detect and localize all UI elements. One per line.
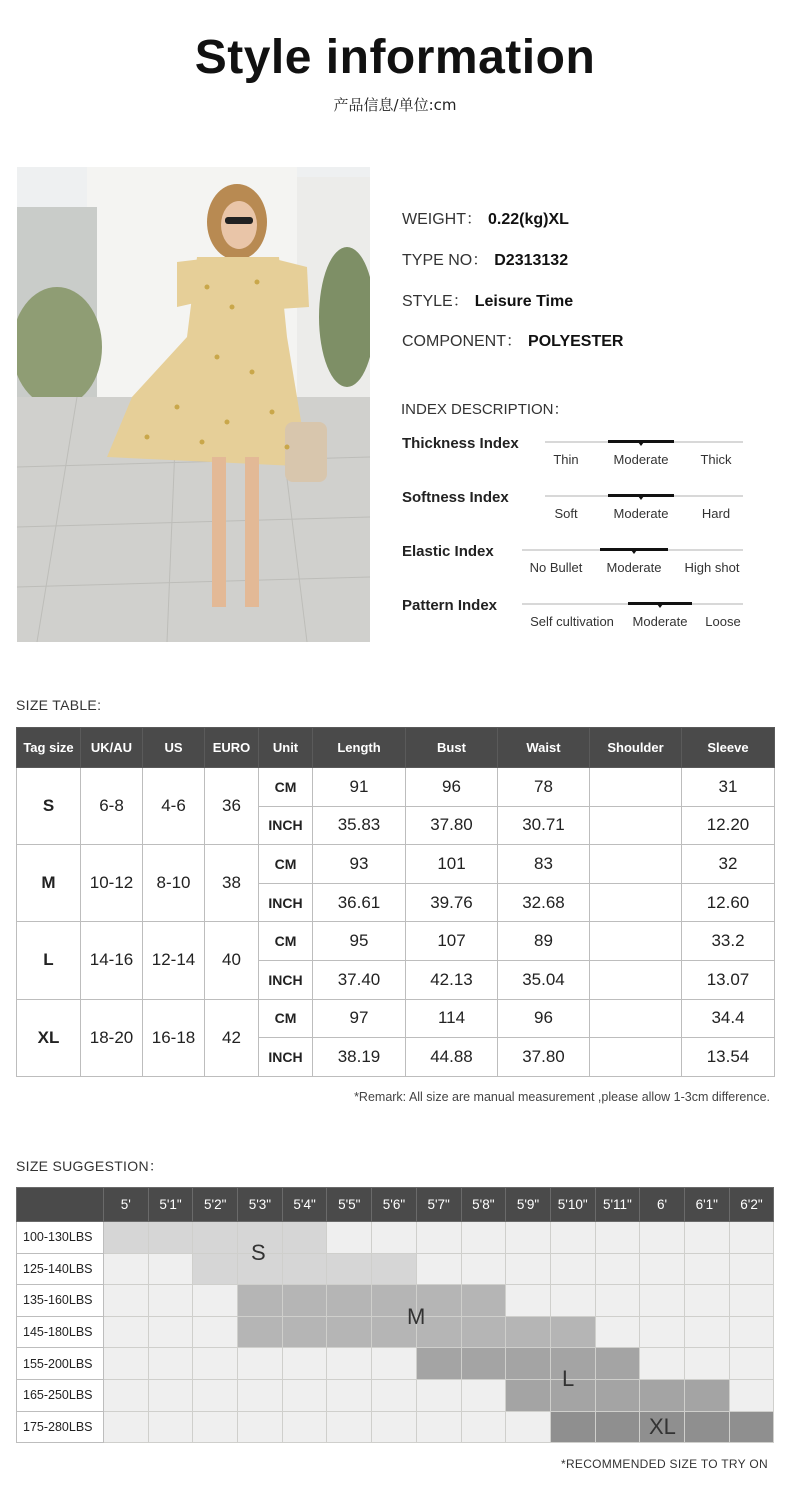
- measure-cell: [590, 806, 682, 845]
- measure-cell: 107: [406, 922, 498, 961]
- measure-cell: 35.04: [498, 960, 590, 999]
- measure-cell: 91: [313, 768, 406, 807]
- grid-cell: [327, 1348, 372, 1380]
- measure-cell: [590, 883, 682, 922]
- height-header: 6'1": [684, 1188, 729, 1222]
- grid-cell: [193, 1379, 238, 1411]
- page-title: Style information: [194, 31, 596, 84]
- grid-cell: [148, 1222, 193, 1254]
- grid-cell: [104, 1285, 149, 1317]
- height-header: 6'2": [729, 1188, 774, 1222]
- grid-cell: [461, 1348, 506, 1380]
- grid-cell: [282, 1316, 327, 1348]
- unit-cell: CM: [259, 845, 313, 884]
- grid-cell: [282, 1379, 327, 1411]
- grid-cell: [238, 1379, 283, 1411]
- table-row: [17, 1253, 774, 1285]
- grid-corner: [17, 1188, 104, 1222]
- measure-cell: [590, 922, 682, 961]
- table-row: [17, 845, 775, 884]
- grid-cell: [372, 1253, 417, 1285]
- size-table-header: Tag size: [17, 728, 81, 768]
- index-option: Soft: [554, 506, 578, 521]
- weight-label: 100-130LBS: [17, 1222, 104, 1254]
- size-uk-cell: 6-8: [81, 768, 143, 845]
- grid-cell: [684, 1285, 729, 1317]
- grid-cell: [238, 1316, 283, 1348]
- size-suggestion-grid: [16, 1187, 774, 1443]
- measure-cell: [590, 960, 682, 999]
- grid-cell: [729, 1348, 774, 1380]
- recommended-note: *RECOMMENDED SIZE TO TRY ON: [560, 1457, 768, 1471]
- size-remark: *Remark: All size are manual measurement ,please allow 1-3cm difference.: [354, 1090, 770, 1104]
- grid-cell: [416, 1379, 461, 1411]
- size-euro-cell: 36: [205, 768, 259, 845]
- grid-cell: [104, 1253, 149, 1285]
- grid-cell: [729, 1253, 774, 1285]
- index-option: Self cultivation: [530, 614, 614, 629]
- grid-cell: [282, 1285, 327, 1317]
- measure-cell: 30.71: [498, 806, 590, 845]
- size-table-header: Waist: [498, 728, 590, 768]
- unit-cell: INCH: [259, 883, 313, 922]
- info-line: [402, 247, 568, 270]
- table-row: [17, 922, 775, 961]
- grid-cell: [372, 1411, 417, 1443]
- grid-cell: [193, 1316, 238, 1348]
- index-option: Thin: [553, 452, 579, 467]
- measure-cell: 42.13: [406, 960, 498, 999]
- grid-cell: [506, 1316, 551, 1348]
- grid-cell: [550, 1253, 595, 1285]
- info-value: D2313132: [494, 252, 569, 269]
- index-description-title: INDEX DESCRIPTION：: [401, 401, 569, 418]
- height-header: 5'4": [282, 1188, 327, 1222]
- grid-cell: [282, 1222, 327, 1254]
- index-option: Moderate: [613, 452, 669, 467]
- grid-cell: [595, 1253, 640, 1285]
- measure-cell: 13.54: [682, 1038, 775, 1077]
- unit-cell: INCH: [259, 806, 313, 845]
- index-option: High shot: [684, 560, 740, 575]
- table-row: [17, 1285, 774, 1317]
- grid-cell: [238, 1348, 283, 1380]
- grid-cell: [148, 1411, 193, 1443]
- size-table-heading: SIZE TABLE:: [16, 697, 102, 713]
- grid-cell: [148, 1348, 193, 1380]
- size-uk-cell: 10-12: [81, 845, 143, 922]
- table-row: [17, 768, 775, 807]
- grid-cell: [684, 1316, 729, 1348]
- grid-cell: [282, 1411, 327, 1443]
- measure-cell: 39.76: [406, 883, 498, 922]
- index-option: Thick: [700, 452, 732, 467]
- suggested-size-label: XL: [649, 1414, 676, 1439]
- grid-cell: [684, 1222, 729, 1254]
- page-subtitle: 产品信息/单位:cm: [333, 96, 457, 114]
- size-table-header: UK/AU: [81, 728, 143, 768]
- grid-cell: [550, 1285, 595, 1317]
- size-uk-cell: 18-20: [81, 999, 143, 1076]
- size-suggestion-heading: SIZE SUGGESTION：: [16, 1158, 164, 1174]
- grid-cell: [327, 1253, 372, 1285]
- grid-cell: [148, 1253, 193, 1285]
- grid-cell: [104, 1316, 149, 1348]
- size-euro-cell: 42: [205, 999, 259, 1076]
- size-table-header: Length: [313, 728, 406, 768]
- index-option: Moderate: [632, 614, 688, 629]
- measure-cell: 32: [682, 845, 775, 884]
- grid-cell: [238, 1285, 283, 1317]
- table-row: [17, 999, 775, 1038]
- size-us-cell: 16-18: [143, 999, 205, 1076]
- grid-cell: [416, 1222, 461, 1254]
- index-label: Elastic Index: [402, 543, 494, 560]
- grid-cell: [327, 1222, 372, 1254]
- grid-cell: [729, 1285, 774, 1317]
- grid-cell: [729, 1222, 774, 1254]
- grid-cell: [640, 1348, 685, 1380]
- grid-cell: [282, 1253, 327, 1285]
- grid-cell: [684, 1348, 729, 1380]
- weight-label: 165-250LBS: [17, 1379, 104, 1411]
- index-selected-marker: [628, 602, 692, 605]
- index-label: Softness Index: [402, 489, 509, 506]
- grid-cell: [148, 1316, 193, 1348]
- grid-cell: [461, 1253, 506, 1285]
- height-header: 5'6": [372, 1188, 417, 1222]
- table-row: [17, 1379, 774, 1411]
- measure-cell: 38.19: [313, 1038, 406, 1077]
- index-label: Pattern Index: [402, 597, 498, 614]
- height-header: 5'11": [595, 1188, 640, 1222]
- measure-cell: [590, 1038, 682, 1077]
- measure-cell: [590, 999, 682, 1038]
- grid-cell: [729, 1411, 774, 1443]
- grid-cell: [550, 1316, 595, 1348]
- measure-cell: 36.61: [313, 883, 406, 922]
- grid-cell: [372, 1222, 417, 1254]
- measure-cell: 114: [406, 999, 498, 1038]
- measure-cell: 12.20: [682, 806, 775, 845]
- suggested-size-label: S: [251, 1240, 266, 1265]
- measure-cell: 33.2: [682, 922, 775, 961]
- grid-cell: [640, 1285, 685, 1317]
- size-tag-cell: S: [17, 768, 81, 845]
- measure-cell: 89: [498, 922, 590, 961]
- grid-cell: [461, 1316, 506, 1348]
- grid-cell: [461, 1411, 506, 1443]
- size-table-header: Unit: [259, 728, 313, 768]
- info-line: [402, 206, 569, 229]
- grid-cell: [506, 1253, 551, 1285]
- grid-cell: [506, 1348, 551, 1380]
- suggested-size-label: L: [562, 1366, 575, 1391]
- size-tag-cell: M: [17, 845, 81, 922]
- grid-cell: [372, 1379, 417, 1411]
- size-us-cell: 8-10: [143, 845, 205, 922]
- measure-cell: 13.07: [682, 960, 775, 999]
- model-photo-illustration: [17, 167, 370, 642]
- unit-cell: CM: [259, 999, 313, 1038]
- info-label: COMPONENT：: [402, 333, 523, 350]
- measure-cell: 97: [313, 999, 406, 1038]
- weight-label: 175-280LBS: [17, 1411, 104, 1443]
- index-option: Hard: [701, 506, 731, 521]
- grid-cell: [684, 1253, 729, 1285]
- measure-cell: 44.88: [406, 1038, 498, 1077]
- grid-cell: [729, 1379, 774, 1411]
- weight-label: 125-140LBS: [17, 1253, 104, 1285]
- grid-cell: [684, 1379, 729, 1411]
- grid-cell: [148, 1379, 193, 1411]
- info-value: POLYESTER: [528, 333, 624, 350]
- grid-cell: [193, 1253, 238, 1285]
- measure-cell: 95: [313, 922, 406, 961]
- height-header: 5': [104, 1188, 149, 1222]
- measure-cell: 35.83: [313, 806, 406, 845]
- grid-cell: [104, 1222, 149, 1254]
- grid-cell: [327, 1285, 372, 1317]
- height-header: 6': [640, 1188, 685, 1222]
- unit-cell: INCH: [259, 1038, 313, 1077]
- grid-cell: [193, 1411, 238, 1443]
- measure-cell: 32.68: [498, 883, 590, 922]
- grid-cell: [640, 1222, 685, 1254]
- info-value: 0.22(kg)XL: [488, 211, 569, 228]
- height-header: 5'2": [193, 1188, 238, 1222]
- grid-cell: [372, 1348, 417, 1380]
- grid-cell: [506, 1411, 551, 1443]
- grid-cell: [595, 1285, 640, 1317]
- unit-cell: CM: [259, 922, 313, 961]
- info-line: [402, 328, 623, 351]
- grid-cell: [729, 1316, 774, 1348]
- height-header: 5'10": [550, 1188, 595, 1222]
- measure-cell: 96: [498, 999, 590, 1038]
- measure-cell: 34.4: [682, 999, 775, 1038]
- height-header: 5'8": [461, 1188, 506, 1222]
- size-euro-cell: 40: [205, 922, 259, 999]
- table-row: [17, 1222, 774, 1254]
- grid-cell: [595, 1316, 640, 1348]
- grid-cell: [282, 1348, 327, 1380]
- grid-cell: [640, 1253, 685, 1285]
- grid-cell: [327, 1411, 372, 1443]
- grid-cell: [104, 1411, 149, 1443]
- measure-cell: 37.80: [498, 1038, 590, 1077]
- index-option: No Bullet: [529, 560, 583, 575]
- grid-cell: [506, 1379, 551, 1411]
- measure-cell: 83: [498, 845, 590, 884]
- grid-cell: [640, 1316, 685, 1348]
- grid-cell: [148, 1285, 193, 1317]
- height-header: 5'9": [506, 1188, 551, 1222]
- measure-cell: 101: [406, 845, 498, 884]
- measure-cell: 12.60: [682, 883, 775, 922]
- measure-cell: 78: [498, 768, 590, 807]
- grid-cell: [684, 1411, 729, 1443]
- index-option: Moderate: [606, 560, 662, 575]
- grid-cell: [640, 1379, 685, 1411]
- height-header: 5'1": [148, 1188, 193, 1222]
- grid-cell: [595, 1411, 640, 1443]
- product-photo: [17, 167, 370, 642]
- size-uk-cell: 14-16: [81, 922, 143, 999]
- size-tag-cell: L: [17, 922, 81, 999]
- size-table: [16, 727, 775, 1077]
- grid-cell: [327, 1379, 372, 1411]
- grid-cell: [416, 1253, 461, 1285]
- measure-cell: [590, 845, 682, 884]
- info-label: TYPE NO：: [402, 252, 489, 269]
- size-tag-cell: XL: [17, 999, 81, 1076]
- suggested-size-label: M: [407, 1304, 426, 1329]
- grid-cell: [416, 1411, 461, 1443]
- index-selected-marker: [608, 494, 674, 497]
- grid-cell: [193, 1222, 238, 1254]
- measure-cell: 31: [682, 768, 775, 807]
- index-selected-marker: [600, 548, 668, 551]
- measure-cell: 37.80: [406, 806, 498, 845]
- index-label: Thickness Index: [402, 435, 519, 452]
- info-label: STYLE：: [402, 293, 469, 310]
- size-table-header: Sleeve: [682, 728, 775, 768]
- grid-cell: [416, 1348, 461, 1380]
- index-option: Loose: [705, 614, 741, 629]
- grid-cell: [461, 1285, 506, 1317]
- weight-label: 135-160LBS: [17, 1285, 104, 1317]
- unit-cell: INCH: [259, 960, 313, 999]
- info-value: Leisure Time: [474, 293, 574, 310]
- height-header: 5'7": [416, 1188, 461, 1222]
- grid-cell: [327, 1316, 372, 1348]
- info-line: [402, 288, 573, 311]
- size-euro-cell: 38: [205, 845, 259, 922]
- size-us-cell: 4-6: [143, 768, 205, 845]
- size-us-cell: 12-14: [143, 922, 205, 999]
- grid-cell: [193, 1348, 238, 1380]
- grid-cell: [550, 1222, 595, 1254]
- size-table-header: Shoulder: [590, 728, 682, 768]
- index-option: Moderate: [613, 506, 669, 521]
- table-row: [17, 1348, 774, 1380]
- height-header: 5'3": [238, 1188, 283, 1222]
- unit-cell: CM: [259, 768, 313, 807]
- grid-cell: [506, 1222, 551, 1254]
- grid-cell: [104, 1348, 149, 1380]
- grid-cell: [238, 1411, 283, 1443]
- table-row: [17, 1316, 774, 1348]
- measure-cell: 96: [406, 768, 498, 807]
- grid-cell: [550, 1411, 595, 1443]
- measure-cell: [590, 768, 682, 807]
- index-selected-marker: [608, 440, 674, 443]
- weight-label: 155-200LBS: [17, 1348, 104, 1380]
- size-table-header: EURO: [205, 728, 259, 768]
- grid-cell: [104, 1379, 149, 1411]
- grid-cell: [595, 1379, 640, 1411]
- grid-cell: [193, 1285, 238, 1317]
- grid-cell: [595, 1222, 640, 1254]
- measure-cell: 93: [313, 845, 406, 884]
- grid-cell: [595, 1348, 640, 1380]
- info-label: WEIGHT：: [402, 211, 482, 228]
- grid-cell: [461, 1379, 506, 1411]
- size-table-header: US: [143, 728, 205, 768]
- weight-label: 145-180LBS: [17, 1316, 104, 1348]
- grid-cell: [461, 1222, 506, 1254]
- size-table-header: Bust: [406, 728, 498, 768]
- height-header: 5'5": [327, 1188, 372, 1222]
- measure-cell: 37.40: [313, 960, 406, 999]
- grid-cell: [506, 1285, 551, 1317]
